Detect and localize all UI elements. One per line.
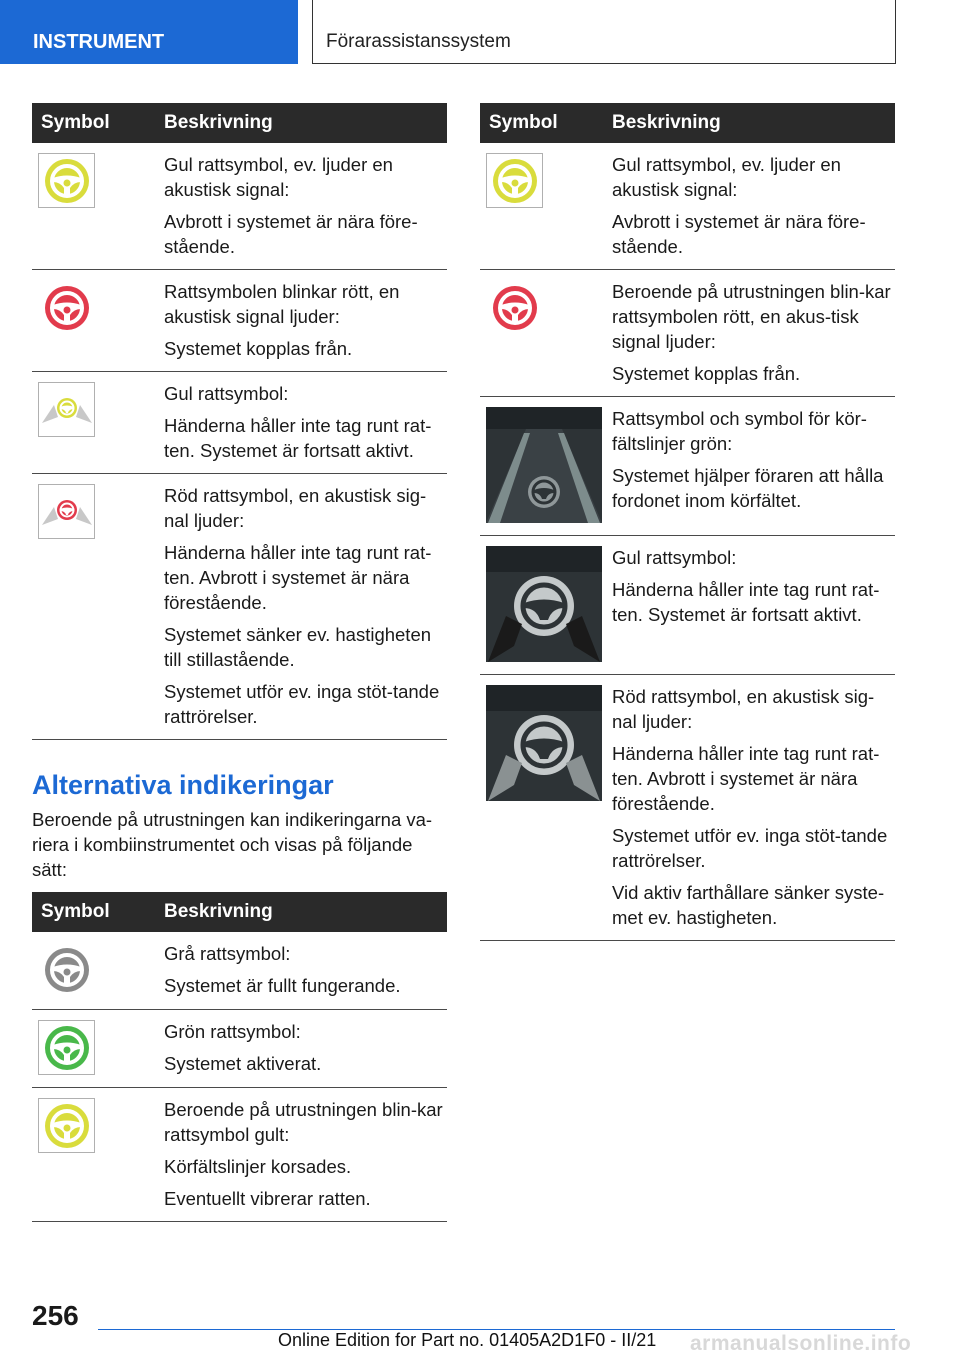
table-row bbox=[480, 536, 895, 675]
table-row bbox=[32, 1088, 447, 1222]
col-header-description: Beskrivning bbox=[156, 892, 447, 932]
row-text: Röd rattsymbol, en akustisk sig-nal ljuder: bbox=[164, 485, 427, 531]
row-text: Rattsymbol och symbol för kör-fältslinjer grön: bbox=[612, 408, 867, 454]
row-text: Grå rattsymbol: bbox=[164, 943, 291, 964]
row-text: Systemet kopplas från. bbox=[164, 338, 353, 359]
table-row bbox=[480, 143, 895, 270]
table-row bbox=[32, 372, 447, 474]
yellow-steering-wheel-hands-icon bbox=[38, 382, 95, 437]
row-text: Eventuellt vibrerar ratten. bbox=[164, 1188, 371, 1209]
hands-off-display-yellow-icon bbox=[486, 546, 602, 662]
page-number: 256 bbox=[32, 1300, 79, 1331]
symbol-table-left bbox=[32, 103, 447, 740]
footer-edition: Online Edition for Part no. 01405A2D1F0 - II/21 bbox=[278, 1330, 657, 1350]
yellow-steering-wheel-icon bbox=[38, 153, 95, 208]
red-steering-wheel-icon bbox=[486, 280, 543, 335]
row-text: Systemet aktiverat. bbox=[164, 1053, 322, 1074]
symbol-table-right bbox=[480, 103, 895, 941]
section-paragraph: Beroende på utrustningen kan indikeringarna va-riera i kombiinstrumentet och visas på följande sätt: bbox=[32, 809, 433, 880]
table-row bbox=[480, 675, 895, 941]
row-text: Systemet är fullt fungerande. bbox=[164, 975, 401, 996]
row-text: Beroende på utrustningen blin-kar rattsymbol gult: bbox=[164, 1099, 443, 1145]
row-text: Avbrott i systemet är nära före-stående. bbox=[612, 211, 866, 257]
row-text: Systemet utför ev. inga stöt-tande rattrörelser. bbox=[612, 825, 888, 871]
red-steering-wheel-icon bbox=[38, 280, 95, 335]
col-header-symbol: Symbol bbox=[32, 103, 156, 143]
row-text: Systemet utför ev. inga stöt-tande rattrörelser. bbox=[164, 681, 440, 727]
col-header-description: Beskrivning bbox=[156, 103, 447, 143]
table-row bbox=[32, 143, 447, 270]
lane-display-green-icon bbox=[486, 407, 602, 523]
row-text: Grön rattsymbol: bbox=[164, 1021, 301, 1042]
row-text: Vid aktiv farthållare sänker syste-met ev. hastigheten. bbox=[612, 882, 885, 928]
row-text: Gul rattsymbol, ev. ljuder en akustisk signal: bbox=[612, 154, 841, 200]
hands-off-display-red-icon bbox=[486, 685, 602, 801]
green-steering-wheel-icon bbox=[38, 1020, 95, 1075]
row-text: Gul rattsymbol: bbox=[612, 547, 737, 568]
section-tab: INSTRUMENT bbox=[0, 0, 298, 64]
section-heading: Alternativa indikeringar bbox=[32, 770, 334, 800]
row-text: Händerna håller inte tag runt rat-ten. Avbrott i systemet är nära förestående. bbox=[612, 743, 880, 814]
grey-steering-wheel-icon bbox=[38, 942, 95, 997]
col-header-symbol: Symbol bbox=[32, 892, 156, 932]
chapter-title: Förarassistanssystem bbox=[312, 0, 896, 64]
yellow-steering-wheel-icon bbox=[38, 1098, 95, 1153]
watermark: armanualsonline.info bbox=[690, 1332, 912, 1355]
row-text: Händerna håller inte tag runt rat-ten. Avbrott i systemet är nära förestående. bbox=[164, 542, 432, 613]
table-row bbox=[32, 270, 447, 372]
col-header-description: Beskrivning bbox=[604, 103, 895, 143]
row-text: Gul rattsymbol: bbox=[164, 383, 289, 404]
red-steering-wheel-hands-icon bbox=[38, 484, 95, 539]
row-text: Körfältslinjer korsades. bbox=[164, 1156, 352, 1177]
row-text: Händerna håller inte tag runt rat-ten. Systemet är fortsatt aktivt. bbox=[612, 579, 880, 625]
left-column bbox=[32, 103, 447, 1222]
row-text: Systemet kopplas från. bbox=[612, 363, 801, 384]
table-row bbox=[32, 1010, 447, 1088]
row-text: Röd rattsymbol, en akustisk sig-nal ljuder: bbox=[612, 686, 875, 732]
row-text: Händerna håller inte tag runt rat-ten. Systemet är fortsatt aktivt. bbox=[164, 415, 432, 461]
row-text: Avbrott i systemet är nära före-stående. bbox=[164, 211, 418, 257]
table-row bbox=[32, 932, 447, 1010]
row-text: Systemet sänker ev. hastigheten till stillastående. bbox=[164, 624, 432, 670]
table-row bbox=[32, 474, 447, 740]
table-row bbox=[480, 397, 895, 536]
row-text: Systemet hjälper föraren att hålla fordonet inom körfältet. bbox=[612, 465, 884, 511]
col-header-symbol: Symbol bbox=[480, 103, 604, 143]
right-column bbox=[480, 103, 895, 941]
row-text: Gul rattsymbol, ev. ljuder en akustisk signal: bbox=[164, 154, 393, 200]
table-row bbox=[480, 270, 895, 397]
row-text: Beroende på utrustningen blin-kar rattsymbolen rött, en akus-tisk signal ljuder: bbox=[612, 281, 891, 352]
symbol-table-alternative bbox=[32, 892, 447, 1222]
row-text: Rattsymbolen blinkar rött, en akustisk signal ljuder: bbox=[164, 281, 400, 327]
yellow-steering-wheel-icon bbox=[486, 153, 543, 208]
